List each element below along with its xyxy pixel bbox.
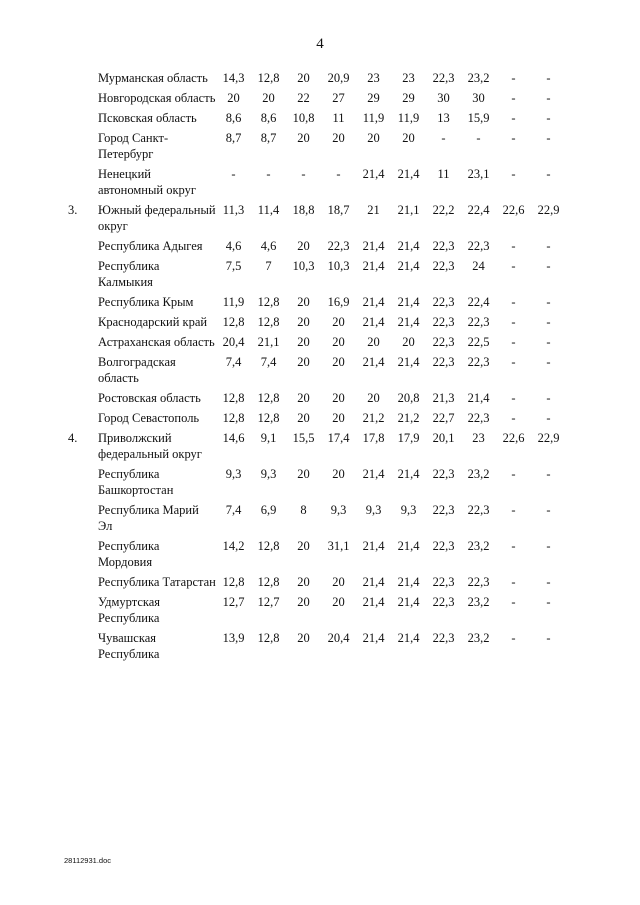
value-cell: -	[511, 595, 516, 609]
value-cell: 8,6	[260, 111, 277, 125]
value-cell: -	[441, 131, 446, 145]
table-row	[68, 314, 566, 334]
table-row	[68, 502, 566, 538]
row-number	[68, 238, 98, 258]
value-cell: 12,8	[222, 391, 245, 405]
value-cell: 22,3	[432, 575, 455, 589]
value-cell: 12,8	[257, 295, 280, 309]
value-cell: 22,3	[467, 503, 490, 517]
value-cell: 10,3	[327, 259, 350, 273]
value-cell: 14,6	[222, 431, 245, 445]
table-row	[68, 90, 566, 110]
value-cell: 9,3	[225, 467, 242, 481]
value-cell: 22	[297, 91, 310, 105]
value-cell: 6,9	[260, 503, 277, 517]
value-cell: 17,8	[362, 431, 385, 445]
value-cell: 11,3	[222, 203, 245, 217]
value-cell: 20	[402, 131, 415, 145]
row-number	[68, 90, 98, 110]
page-number: 4	[316, 36, 324, 52]
value-cell: -	[511, 295, 516, 309]
value-cell: 11	[437, 167, 450, 181]
value-cell: -	[546, 131, 551, 145]
region-name: Республика Адыгея	[98, 239, 203, 253]
value-cell: 24	[472, 259, 485, 273]
value-cell: -	[546, 467, 551, 481]
value-cell: 21,4	[397, 539, 420, 553]
value-cell: 9,3	[330, 503, 347, 517]
region-name: Республика Мордовия	[98, 539, 160, 569]
value-cell: 22,3	[432, 315, 455, 329]
value-cell: -	[546, 295, 551, 309]
value-cell: 21,1	[397, 203, 420, 217]
row-number	[68, 334, 98, 354]
region-name: Астраханская область	[98, 335, 215, 349]
table-row	[68, 70, 566, 90]
value-cell: 21,4	[362, 575, 385, 589]
value-cell: 21,4	[397, 167, 420, 181]
table-row	[68, 594, 566, 630]
value-cell: -	[511, 315, 516, 329]
value-cell: -	[546, 239, 551, 253]
value-cell: -	[511, 259, 516, 273]
value-cell: -	[546, 91, 551, 105]
value-cell: 23,2	[467, 71, 490, 85]
value-cell: -	[231, 167, 236, 181]
value-cell: 21,4	[362, 595, 385, 609]
value-cell: 11	[332, 111, 345, 125]
value-cell: 12,8	[257, 315, 280, 329]
value-cell: 30	[472, 91, 485, 105]
value-cell: -	[546, 167, 551, 181]
value-cell: 12,8	[222, 411, 245, 425]
value-cell: 20	[332, 467, 345, 481]
row-number	[68, 258, 98, 294]
row-number: 3.	[68, 203, 78, 217]
value-cell: -	[546, 391, 551, 405]
value-cell: -	[511, 131, 516, 145]
value-cell: 22,7	[432, 411, 455, 425]
region-name: Мурманская область	[98, 71, 208, 85]
value-cell: -	[511, 575, 516, 589]
value-cell: -	[546, 595, 551, 609]
table-row	[68, 202, 566, 238]
value-cell: 22,3	[467, 315, 490, 329]
value-cell: -	[511, 167, 516, 181]
value-cell: -	[476, 131, 481, 145]
region-name: Удмуртская Республика	[98, 595, 161, 625]
value-cell: 21,3	[432, 391, 455, 405]
value-cell: 21,4	[362, 467, 385, 481]
value-cell: -	[336, 167, 341, 181]
table-row	[68, 166, 566, 202]
value-cell: 20	[367, 391, 380, 405]
value-cell: 20	[297, 539, 310, 553]
value-cell: 22,3	[432, 71, 455, 85]
value-cell: 23	[472, 431, 485, 445]
value-cell: 22,9	[537, 431, 560, 445]
value-cell: 8,7	[260, 131, 277, 145]
value-cell: -	[511, 355, 516, 369]
value-cell: -	[301, 167, 306, 181]
value-cell: -	[511, 391, 516, 405]
value-cell: -	[546, 335, 551, 349]
value-cell: 30	[437, 91, 450, 105]
value-cell: 22,3	[432, 467, 455, 481]
value-cell: 20,8	[397, 391, 420, 405]
value-cell: 22,4	[467, 203, 490, 217]
value-cell: 7,4	[225, 355, 242, 369]
region-name: Республика Татарстан	[98, 575, 216, 589]
value-cell: 12,8	[257, 575, 280, 589]
value-cell: 21,1	[257, 335, 280, 349]
value-cell: 17,4	[327, 431, 350, 445]
value-cell: 17,9	[397, 431, 420, 445]
value-cell: 20	[297, 239, 310, 253]
data-table	[68, 70, 566, 666]
value-cell: 18,7	[327, 203, 350, 217]
value-cell: 20	[297, 355, 310, 369]
table-row	[68, 238, 566, 258]
value-cell: 20	[297, 71, 310, 85]
value-cell: 10,8	[292, 111, 315, 125]
value-cell: 22,3	[432, 239, 455, 253]
value-cell: 21,4	[362, 167, 385, 181]
value-cell: 22,3	[467, 575, 490, 589]
value-cell: -	[511, 335, 516, 349]
row-number	[68, 354, 98, 390]
value-cell: 22,3	[467, 355, 490, 369]
value-cell: 16,9	[327, 295, 350, 309]
value-cell: 7,5	[225, 259, 242, 273]
value-cell: 21,4	[467, 391, 490, 405]
value-cell: 9,3	[260, 467, 277, 481]
value-cell: 21,4	[397, 315, 420, 329]
value-cell: 20,4	[327, 631, 350, 645]
value-cell: 12,8	[222, 315, 245, 329]
row-number	[68, 110, 98, 130]
value-cell: -	[546, 259, 551, 273]
value-cell: -	[511, 239, 516, 253]
table-row	[68, 410, 566, 430]
value-cell: 4,6	[260, 239, 277, 253]
value-cell: 22,4	[467, 295, 490, 309]
value-cell: 18,8	[292, 203, 315, 217]
row-number	[68, 502, 98, 538]
value-cell: 31,1	[327, 539, 350, 553]
value-cell: 11,4	[257, 203, 280, 217]
table-row	[68, 130, 566, 166]
value-cell: 23,2	[467, 595, 490, 609]
row-number	[68, 70, 98, 90]
value-cell: 29	[367, 91, 380, 105]
table-row	[68, 390, 566, 410]
value-cell: 12,7	[222, 595, 245, 609]
table-row	[68, 574, 566, 594]
region-name: Республика Калмыкия	[98, 259, 160, 289]
table-row	[68, 334, 566, 354]
table-row	[68, 354, 566, 390]
value-cell: 20	[367, 335, 380, 349]
value-cell: 8,7	[225, 131, 242, 145]
value-cell: 21,4	[397, 595, 420, 609]
footer-filename: 28112931.doc	[64, 856, 111, 865]
value-cell: 22,3	[467, 411, 490, 425]
row-number	[68, 630, 98, 666]
value-cell: -	[511, 539, 516, 553]
region-name: Волгоградская область	[98, 355, 176, 385]
value-cell: 23,2	[467, 539, 490, 553]
value-cell: 9,1	[260, 431, 277, 445]
value-cell: 20	[227, 91, 240, 105]
value-cell: 22,6	[502, 203, 525, 217]
table-row	[68, 294, 566, 314]
value-cell: -	[546, 631, 551, 645]
row-number	[68, 538, 98, 574]
value-cell: 13,9	[222, 631, 245, 645]
value-cell: -	[511, 503, 516, 517]
region-name: Республика Марий Эл	[98, 503, 199, 533]
value-cell: 22,3	[432, 503, 455, 517]
value-cell: 12,8	[222, 575, 245, 589]
value-cell: 23,2	[467, 631, 490, 645]
value-cell: 21,4	[362, 315, 385, 329]
value-cell: 20	[297, 631, 310, 645]
table-row	[68, 466, 566, 502]
value-cell: 11,9	[397, 111, 420, 125]
value-cell: 20	[332, 315, 345, 329]
value-cell: 21,4	[362, 295, 385, 309]
value-cell: 21,4	[397, 259, 420, 273]
value-cell: 20,9	[327, 71, 350, 85]
table-row	[68, 258, 566, 294]
row-number	[68, 390, 98, 410]
value-cell: 20,4	[222, 335, 245, 349]
value-cell: 12,8	[257, 411, 280, 425]
value-cell: 20	[332, 131, 345, 145]
value-cell: 20	[332, 411, 345, 425]
value-cell: 21,4	[397, 631, 420, 645]
value-cell: 7	[265, 259, 272, 273]
value-cell: 23,1	[467, 167, 490, 181]
row-number: 4.	[68, 431, 78, 445]
row-number	[68, 166, 98, 202]
value-cell: 21,4	[362, 539, 385, 553]
value-cell: 20,1	[432, 431, 455, 445]
value-cell: 20	[297, 335, 310, 349]
table-body	[68, 70, 566, 666]
value-cell: -	[511, 411, 516, 425]
value-cell: 11,9	[222, 295, 245, 309]
row-number	[68, 294, 98, 314]
value-cell: -	[511, 91, 516, 105]
region-name: Псковская область	[98, 111, 197, 125]
value-cell: 20	[297, 315, 310, 329]
table-row	[68, 110, 566, 130]
value-cell: 9,3	[400, 503, 417, 517]
value-cell: 20	[297, 391, 310, 405]
region-name: Новгородская область	[98, 91, 216, 105]
value-cell: 20	[297, 467, 310, 481]
value-cell: 21,4	[397, 575, 420, 589]
value-cell: 22,5	[467, 335, 490, 349]
value-cell: 22,3	[467, 239, 490, 253]
value-cell: 8,6	[225, 111, 242, 125]
row-number	[68, 314, 98, 334]
value-cell: 14,2	[222, 539, 245, 553]
value-cell: 20	[297, 595, 310, 609]
region-name: Чувашская Республика	[98, 631, 160, 661]
row-number	[68, 574, 98, 594]
value-cell: 20	[297, 295, 310, 309]
value-cell: 22,3	[432, 631, 455, 645]
value-cell: 7,4	[225, 503, 242, 517]
row-number	[68, 466, 98, 502]
value-cell: 23	[402, 71, 415, 85]
value-cell: -	[266, 167, 271, 181]
table-row	[68, 430, 566, 466]
value-cell: 20	[332, 595, 345, 609]
value-cell: 22,3	[432, 355, 455, 369]
value-cell: 21,2	[362, 411, 385, 425]
value-cell: 21,4	[362, 259, 385, 273]
value-cell: 12,8	[257, 71, 280, 85]
region-name: Ненецкий автономный округ	[98, 167, 196, 197]
value-cell: 12,7	[257, 595, 280, 609]
value-cell: 23	[367, 71, 380, 85]
region-name: Краснодарский край	[98, 315, 208, 329]
region-name: Приволжский федеральный округ	[98, 431, 202, 461]
value-cell: 22,3	[432, 295, 455, 309]
value-cell: 22,3	[327, 239, 350, 253]
value-cell: -	[546, 411, 551, 425]
value-cell: 22,6	[502, 431, 525, 445]
value-cell: -	[511, 71, 516, 85]
value-cell: -	[546, 355, 551, 369]
value-cell: 22,3	[432, 259, 455, 273]
value-cell: 21,2	[397, 411, 420, 425]
value-cell: -	[511, 631, 516, 645]
value-cell: -	[546, 315, 551, 329]
row-number	[68, 410, 98, 430]
value-cell: 22,3	[432, 539, 455, 553]
value-cell: -	[511, 467, 516, 481]
value-cell: 15,5	[292, 431, 315, 445]
value-cell: 21	[367, 203, 380, 217]
value-cell: 22,9	[537, 203, 560, 217]
value-cell: 15,9	[467, 111, 490, 125]
value-cell: 20	[297, 575, 310, 589]
row-number	[68, 130, 98, 166]
region-name: Город Санкт-Петербург	[98, 131, 169, 161]
value-cell: 20	[332, 391, 345, 405]
value-cell: 20	[402, 335, 415, 349]
value-cell: 8	[300, 503, 307, 517]
value-cell: 21,4	[362, 355, 385, 369]
value-cell: 12,8	[257, 391, 280, 405]
value-cell: 13	[437, 111, 450, 125]
value-cell: 20	[262, 91, 275, 105]
value-cell: -	[546, 539, 551, 553]
value-cell: 14,3	[222, 71, 245, 85]
value-cell: 20	[297, 131, 310, 145]
value-cell: -	[546, 575, 551, 589]
value-cell: 20	[332, 355, 345, 369]
value-cell: 22,3	[432, 595, 455, 609]
value-cell: 21,4	[397, 355, 420, 369]
value-cell: 21,4	[362, 239, 385, 253]
value-cell: 9,3	[365, 503, 382, 517]
region-name: Город Севастополь	[98, 411, 200, 425]
value-cell: -	[546, 71, 551, 85]
value-cell: 12,8	[257, 539, 280, 553]
value-cell: 20	[332, 575, 345, 589]
value-cell: 20	[367, 131, 380, 145]
value-cell: 21,4	[397, 239, 420, 253]
value-cell: 22,2	[432, 203, 455, 217]
value-cell: 21,4	[397, 467, 420, 481]
region-name: Республика Крым	[98, 295, 194, 309]
region-name: Республика Башкортостан	[98, 467, 174, 497]
value-cell: 22,3	[432, 335, 455, 349]
value-cell: -	[511, 111, 516, 125]
value-cell: 20	[332, 335, 345, 349]
value-cell: 21,4	[362, 631, 385, 645]
value-cell: 12,8	[257, 631, 280, 645]
value-cell: 4,6	[225, 239, 242, 253]
value-cell: 27	[332, 91, 345, 105]
value-cell: 20	[297, 411, 310, 425]
value-cell: 7,4	[260, 355, 277, 369]
table-row	[68, 630, 566, 666]
value-cell: 23,2	[467, 467, 490, 481]
value-cell: 10,3	[292, 259, 315, 273]
value-cell: -	[546, 111, 551, 125]
row-number	[68, 594, 98, 630]
table-row	[68, 538, 566, 574]
region-name: Ростовская область	[98, 391, 201, 405]
value-cell: 21,4	[397, 295, 420, 309]
value-cell: 11,9	[362, 111, 385, 125]
region-name: Южный федеральный округ	[98, 203, 216, 233]
value-cell: 29	[402, 91, 415, 105]
value-cell: -	[546, 503, 551, 517]
